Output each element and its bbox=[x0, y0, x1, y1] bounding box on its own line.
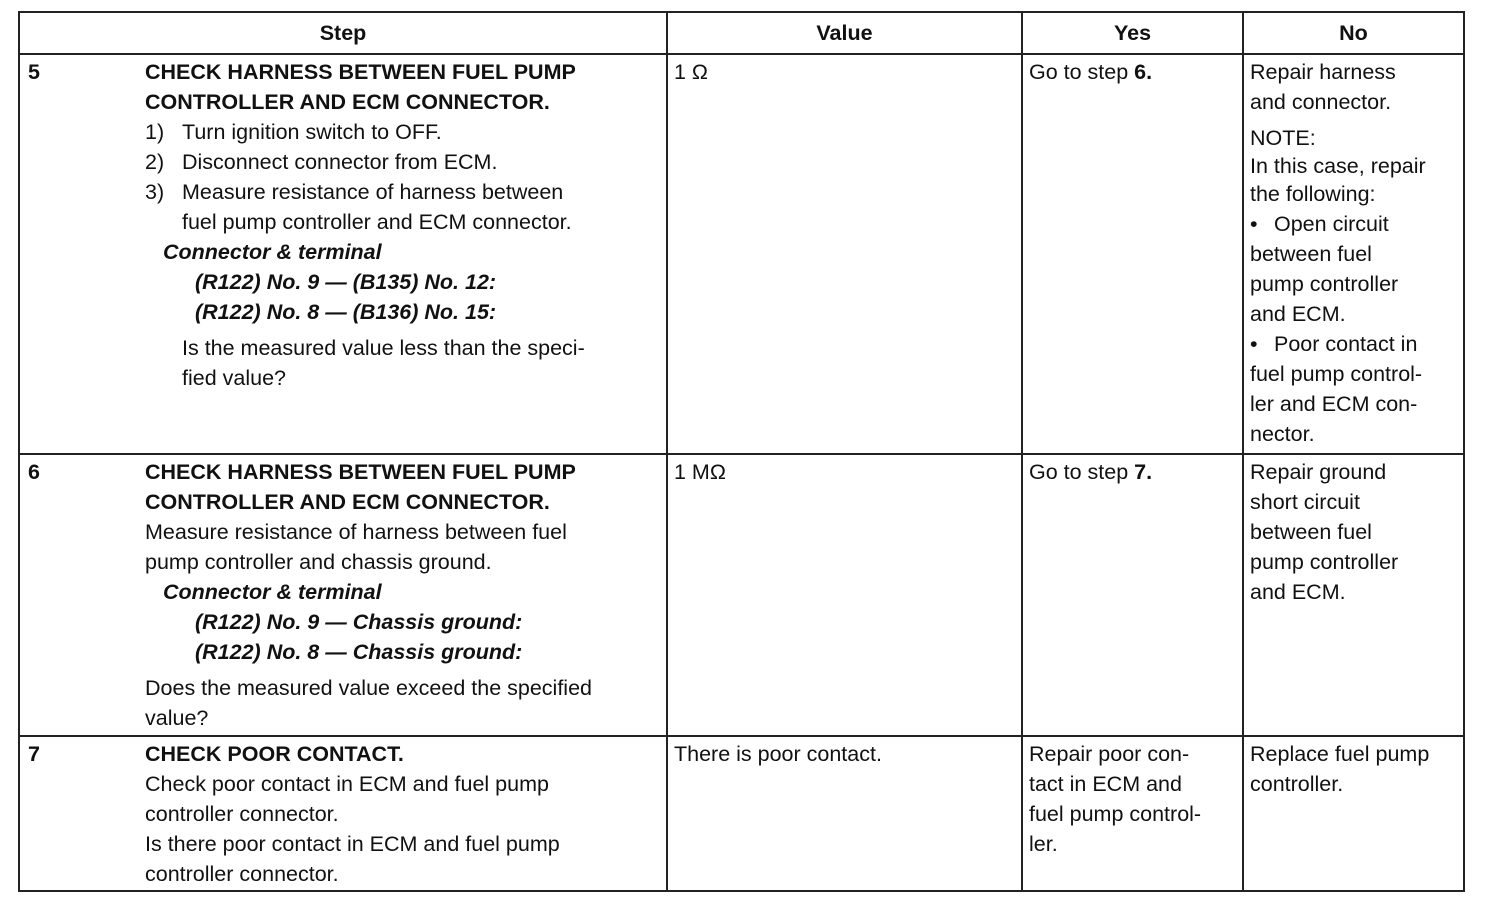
header-step: Step bbox=[19, 12, 667, 54]
step-number: 6 bbox=[28, 460, 40, 484]
description-line: controller connector. bbox=[145, 862, 339, 886]
note-line: In this case, repair bbox=[1250, 154, 1426, 178]
no-cell bbox=[1243, 736, 1464, 891]
step-title-line: CONTROLLER AND ECM CONNECTOR. bbox=[145, 490, 550, 514]
spec-value: 1 MΩ bbox=[674, 460, 726, 484]
yes-action: Go to step 6. bbox=[1029, 60, 1153, 84]
no-cell bbox=[1243, 454, 1464, 736]
description-line: pump controller and chassis ground. bbox=[145, 550, 492, 574]
yes-action-line: fuel pump control- bbox=[1029, 802, 1202, 826]
bullet-icon: • bbox=[1250, 212, 1258, 236]
bullet-item: • Open circuit between fuel pump controller and ECM. bbox=[1250, 209, 1457, 329]
procedure-item-continued: fuel pump controller and ECM connector. bbox=[182, 210, 572, 234]
bullet-item: • Poor contact in fuel pump control- ler and ECM con- nector. bbox=[1250, 329, 1457, 449]
description-line: Is there poor contact in ECM and fuel pump bbox=[145, 832, 560, 856]
yes-cell bbox=[1022, 454, 1243, 736]
header-yes: Yes bbox=[1022, 12, 1243, 54]
no-action-line: controller. bbox=[1250, 772, 1344, 796]
yes-cell bbox=[1022, 736, 1243, 891]
description-line: Measure resistance of harness between fuel bbox=[145, 520, 567, 544]
question-line: fied value? bbox=[182, 366, 286, 390]
step-title: CHECK POOR CONTACT. bbox=[145, 742, 404, 766]
step-number: 7 bbox=[28, 742, 40, 766]
table-row-step-6 bbox=[19, 454, 1464, 736]
no-action-line: and ECM. bbox=[1250, 580, 1346, 604]
value-cell bbox=[667, 454, 1022, 736]
question-line: value? bbox=[145, 706, 209, 730]
spec-value: 1 Ω bbox=[674, 60, 709, 84]
terminal-spec: (R122) No. 9 — Chassis ground: bbox=[195, 610, 523, 634]
note-label: NOTE: bbox=[1250, 126, 1316, 150]
description-line: controller connector. bbox=[145, 802, 339, 826]
no-action-line: pump controller bbox=[1250, 550, 1399, 574]
table-row-step-7 bbox=[19, 736, 1464, 891]
connector-terminal-label: Connector & terminal bbox=[163, 240, 382, 264]
description-line: Check poor contact in ECM and fuel pump bbox=[145, 772, 549, 796]
step-title-line: CHECK HARNESS BETWEEN FUEL PUMP bbox=[145, 460, 576, 484]
procedure-item: 3) Measure resistance of harness between bbox=[145, 180, 564, 204]
terminal-spec: (R122) No. 8 — Chassis ground: bbox=[195, 640, 523, 664]
terminal-spec: (R122) No. 9 — (B135) No. 12: bbox=[195, 270, 497, 294]
diagnostic-table bbox=[18, 11, 1465, 892]
yes-cell bbox=[1022, 54, 1243, 454]
no-action-line: Replace fuel pump bbox=[1250, 742, 1430, 766]
no-action-line: Repair ground bbox=[1250, 460, 1387, 484]
connector-terminal-label: Connector & terminal bbox=[163, 580, 382, 604]
no-cell bbox=[1243, 54, 1464, 454]
yes-action-line: Repair poor con- bbox=[1029, 742, 1190, 766]
step-cell bbox=[19, 454, 667, 736]
header-value: Value bbox=[667, 12, 1022, 54]
step-cell bbox=[19, 736, 667, 891]
yes-action: Go to step 7. bbox=[1029, 460, 1153, 484]
step-cell bbox=[19, 54, 667, 454]
no-action-line: and connector. bbox=[1250, 90, 1392, 114]
step-title-line: CONTROLLER AND ECM CONNECTOR. bbox=[145, 90, 550, 114]
spec-value: There is poor contact. bbox=[674, 742, 882, 766]
step-title-line: CHECK HARNESS BETWEEN FUEL PUMP bbox=[145, 60, 576, 84]
no-action-line: Repair harness bbox=[1250, 60, 1396, 84]
procedure-item: 1) Turn ignition switch to OFF. bbox=[145, 120, 442, 144]
value-cell bbox=[667, 54, 1022, 454]
table-row-step-5 bbox=[19, 54, 1464, 454]
no-action-line: short circuit bbox=[1250, 490, 1360, 514]
yes-action-line: ler. bbox=[1029, 832, 1058, 856]
step-number: 5 bbox=[28, 60, 40, 84]
header-row bbox=[19, 12, 1464, 54]
note-line: the following: bbox=[1250, 182, 1376, 206]
procedure-item: 2) Disconnect connector from ECM. bbox=[145, 150, 498, 174]
header-no: No bbox=[1243, 12, 1464, 54]
question-line: Is the measured value less than the speci- bbox=[182, 336, 585, 360]
question-line: Does the measured value exceed the specified bbox=[145, 676, 592, 700]
terminal-spec: (R122) No. 8 — (B136) No. 15: bbox=[195, 300, 497, 324]
no-action-line: between fuel bbox=[1250, 520, 1372, 544]
value-cell bbox=[667, 736, 1022, 891]
yes-action-line: tact in ECM and bbox=[1029, 772, 1182, 796]
bullet-icon: • bbox=[1250, 332, 1258, 356]
